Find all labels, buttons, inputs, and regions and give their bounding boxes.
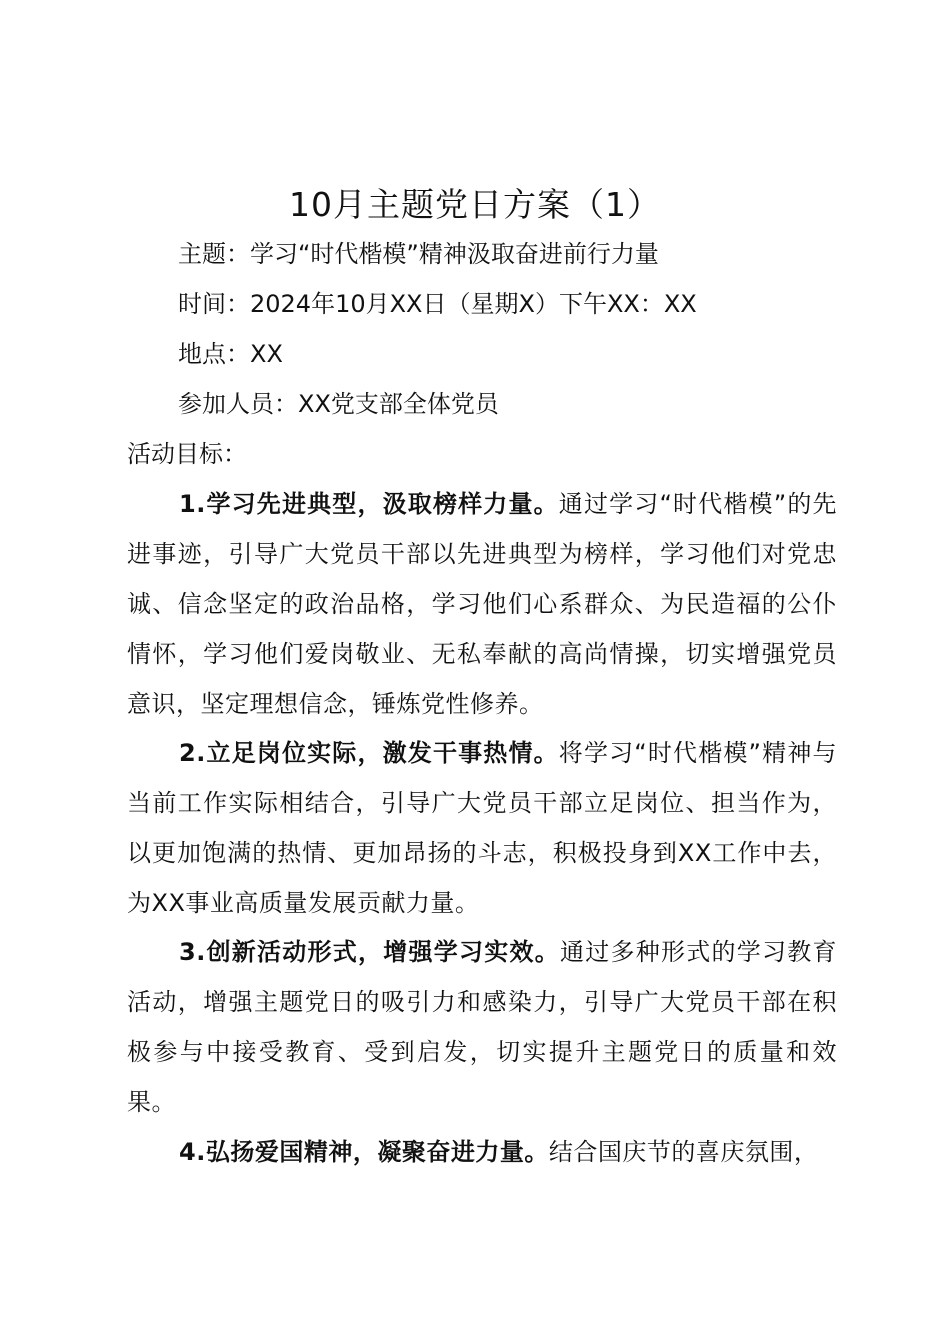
goal-paragraph-1 [127, 479, 837, 729]
goal-paragraph-3 [127, 927, 837, 1127]
time-line: 时间：2024年10月XX日（星期X）下午XX：XX [178, 290, 697, 318]
goal-body-3: 通过多种形式的学习教育活动，增强主题党日的吸引力和感染力，引导广大党员干部在积极参与中接受教育、受到启发，切实提升主题党日的质量和效果。 [127, 938, 837, 1116]
goal-heading-4: 4.弘扬爱国精神，凝聚奋进力量。 [179, 1138, 549, 1166]
goal-body-4: 结合国庆节的喜庆氛围， [548, 1138, 819, 1166]
goal-body-2: 将学习“时代楷模”精神与当前工作实际相结合，引导广大党员干部立足岗位、担当作为，以更加饱满的热情、更加昂扬的斗志，积极投身到XX工作中去，为XX事业高质量发展贡献力量。 [127, 739, 837, 917]
goal-body-1: 通过学习“时代楷模”的先进事迹，引导广大党员干部以先进典型为榜样，学习他们对党忠诚、信念坚定的政治品格，学习他们心系群众、为民造福的公仆情怀，学习他们爱岗敬业、无私奉献的高尚情操，切实增强党员意识，坚定理想信念，锤炼党性修养。 [127, 490, 837, 718]
theme-line: 主题：学习“时代楷模”精神汲取奋进前行力量 [178, 240, 659, 268]
document-title: 10月主题党日方案（1） [289, 185, 661, 224]
goal-paragraph-2 [127, 728, 837, 928]
goal-heading-2: 2.立足岗位实际，激发干事热情。 [179, 739, 559, 767]
goals-label: 活动目标： [127, 440, 247, 468]
participants-line: 参加人员：XX党支部全体党员 [178, 390, 499, 418]
location-line: 地点：XX [178, 340, 283, 368]
goal-heading-1: 1.学习先进典型，汲取榜样力量。 [179, 490, 559, 518]
goal-paragraph-4 [127, 1127, 837, 1177]
goal-heading-3: 3.创新活动形式，增强学习实效。 [179, 938, 561, 966]
